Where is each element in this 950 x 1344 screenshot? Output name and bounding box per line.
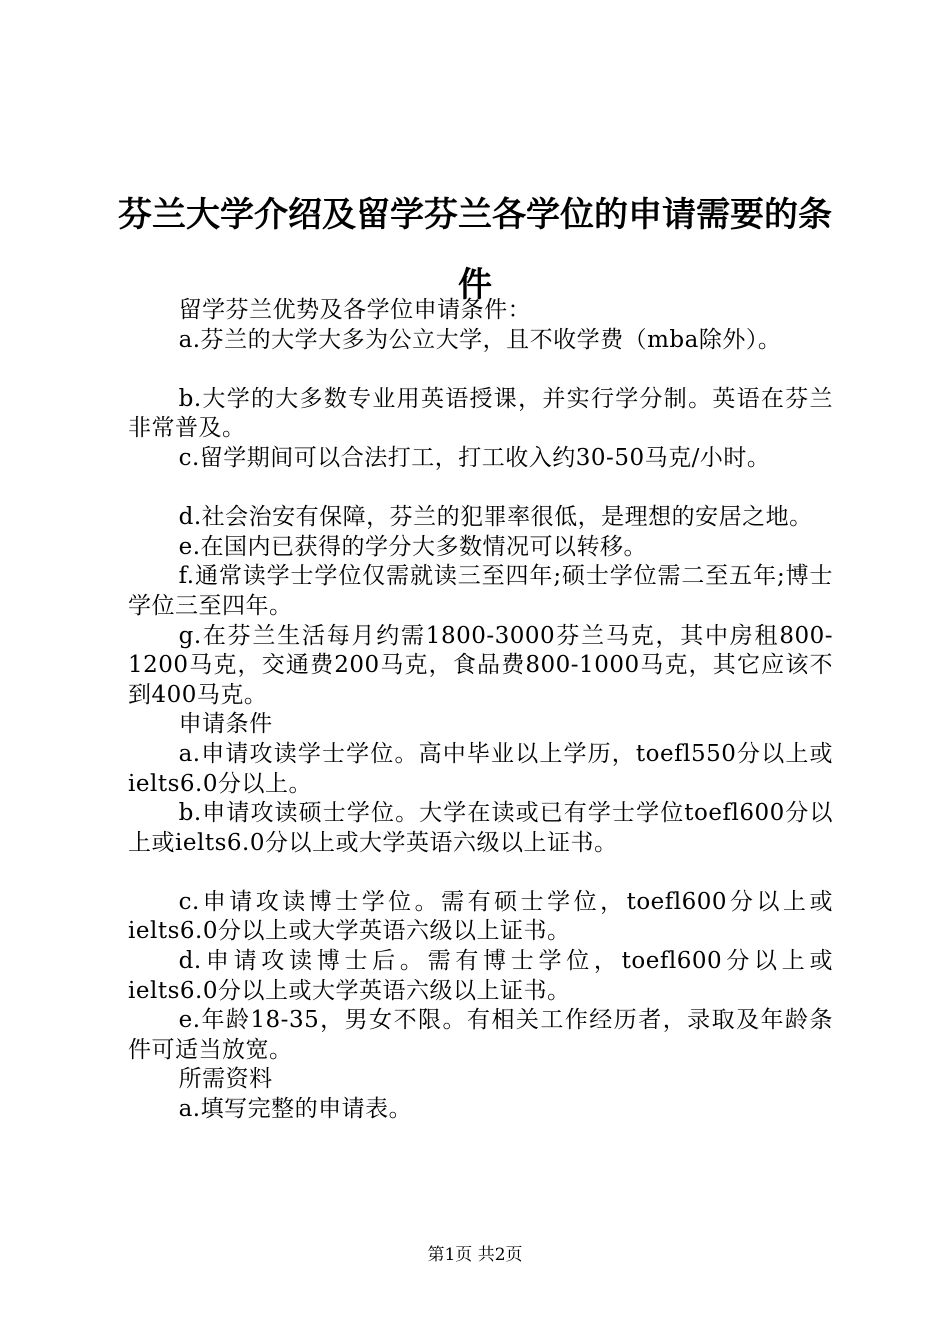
document-title: 芬兰大学介绍及留学芬兰各学位的申请需要的条件: [118, 195, 832, 305]
paragraph-advantage-g: g.在芬兰生活每月约需1800-3000芬兰马克，其中房租800-1200马克，交通费200马克，食品费800-1000马克，其它应该不到400马克。: [128, 622, 833, 708]
document-body: [128, 296, 833, 1125]
paragraph-material-a: a.填写完整的申请表。: [178, 1096, 413, 1123]
paragraph-advantage-e: e.在国内已获得的学分大多数情况可以转移。: [178, 533, 648, 560]
paragraph-advantage-b: b.大学的大多数专业用英语授课，并实行学分制。英语在芬兰非常普及。: [128, 385, 833, 442]
paragraph-advantage-a: a.芬兰的大学大多为公立大学，且不收学费（mba除外）。: [178, 326, 782, 353]
paragraph-requirements-heading: 申请条件: [178, 711, 273, 738]
paragraph-requirement-c: c.申请攻读博士学位。需有硕士学位，toefl600分以上或ielts6.0分以上或大学英语六级以上证书。: [128, 888, 833, 945]
paragraph-requirement-b: b.申请攻读硕士学位。大学在读或已有学士学位toefl600分以上或ielts6.0分以上或大学英语六级以上证书。: [128, 800, 833, 856]
page-footer: 第1页 共2页: [427, 1245, 523, 1265]
paragraph-requirement-a: a.申请攻读学士学位。高中毕业以上学历，toefl550分以上或ielts6.0分以上。: [128, 740, 833, 797]
paragraph-advantage-d: d.社会治安有保障，芬兰的犯罪率很低，是理想的安居之地。: [178, 504, 813, 531]
paragraph-advantage-f: f.通常读学士学位仅需就读三至四年;硕士学位需二至五年;博士学位三至四年。: [128, 563, 833, 619]
paragraph-materials-heading: 所需资料: [178, 1066, 273, 1093]
paragraph-requirement-d: d.申请攻读博士后。需有博士学位，toefl600分以上或ielts6.0分以上或大学英语六级以上证书。: [128, 948, 833, 1004]
paragraph-advantages-heading: 留学芬兰优势及各学位申请条件：: [178, 297, 532, 323]
paragraph-requirement-e: e.年龄18-35，男女不限。有相关工作经历者，录取及年龄条件可适当放宽。: [128, 1007, 833, 1063]
paragraph-advantage-c: c.留学期间可以合法打工，打工收入约30-50马克/小时。: [178, 444, 771, 471]
